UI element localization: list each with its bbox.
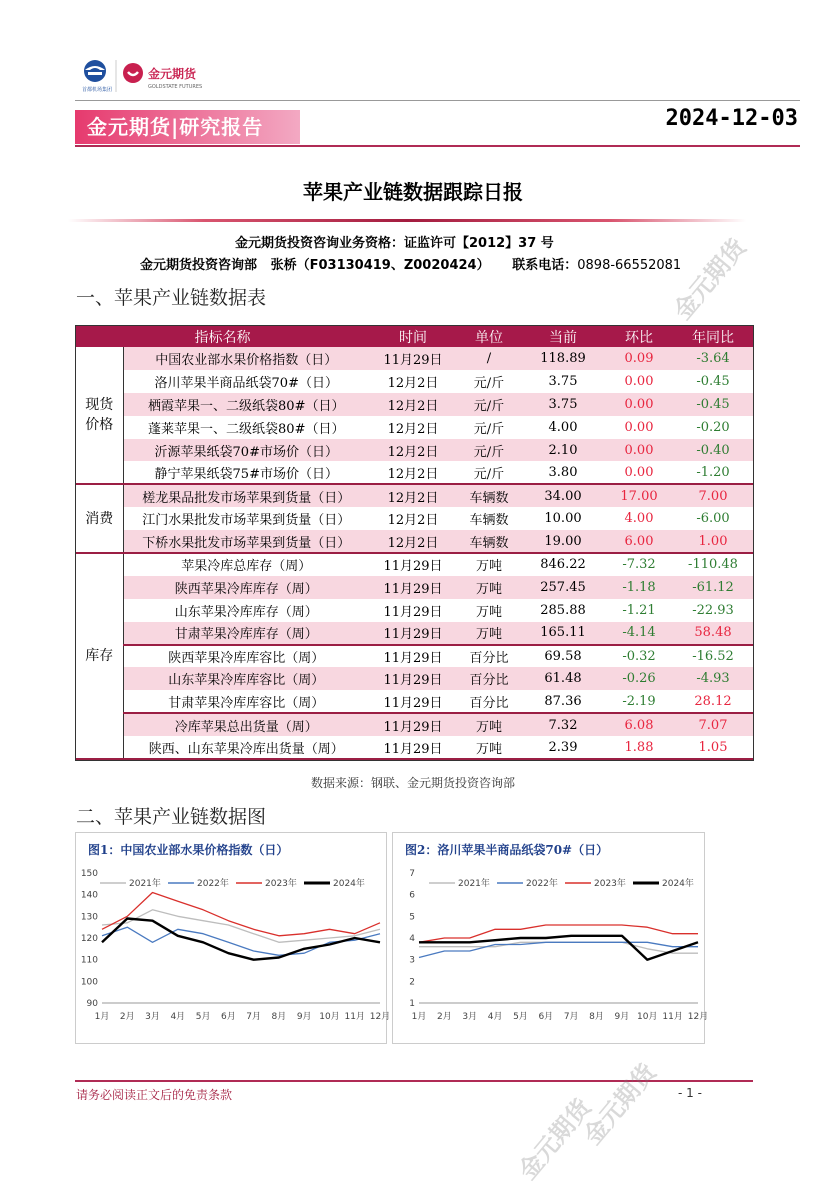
- chart-2-title: 图2：洛川苹果半商品纸袋70#（日）: [405, 843, 609, 857]
- cell-indicator-name: 山东苹果冷库库容比（周）: [123, 667, 369, 690]
- cell-yoy: 58.48: [673, 622, 753, 645]
- company-logo: [78, 58, 218, 94]
- cell-yoy: -1.20: [673, 461, 753, 484]
- cell-mom: 4.00: [624, 511, 654, 527]
- y-tick-label: 6: [409, 890, 415, 901]
- cell-current: 165.11: [521, 622, 605, 645]
- th-time: 时间: [369, 326, 457, 347]
- table-row: [76, 461, 753, 484]
- th-yoy: 年同比: [673, 326, 753, 347]
- cell-yoy: 7.07: [673, 713, 753, 736]
- x-tick-label: 7月: [246, 1012, 262, 1022]
- contact-line: [140, 254, 681, 273]
- cell-yoy: -16.52: [692, 649, 734, 665]
- th-mom: 环比: [605, 326, 673, 347]
- watermark-1: 金元期货: [668, 233, 752, 325]
- cell-indicator-name: 山东苹果冷库库存（周）: [174, 604, 318, 620]
- cell-yoy: -4.93: [673, 667, 753, 690]
- cell-mom: 6.08: [605, 713, 673, 736]
- cell-mom: -0.26: [605, 667, 673, 690]
- cell-unit: 车辆数: [457, 484, 521, 507]
- chart-1-svg: [76, 833, 391, 1045]
- watermark-3: 金元期货: [513, 1093, 597, 1185]
- th-name: 指标名称: [76, 326, 369, 347]
- x-tick-label: 9月: [614, 1012, 630, 1022]
- x-tick-label: 2月: [119, 1012, 135, 1022]
- contact-person: 张桥（F03130419、Z0020424）: [270, 258, 490, 273]
- cell-current: 2.39: [521, 736, 605, 759]
- table-row: [76, 576, 753, 599]
- cell-indicator-name: 栖霞苹果一、二级纸袋80#（日）: [123, 393, 369, 416]
- cell-unit: 万吨: [475, 604, 502, 620]
- x-tick-label: 3月: [462, 1012, 478, 1022]
- table-row: [76, 645, 753, 668]
- table-row: [76, 553, 753, 576]
- y-tick-label: 110: [80, 955, 98, 966]
- table-row: [76, 439, 753, 462]
- x-tick-label: 1月: [411, 1012, 427, 1022]
- cell-indicator-name: 苹果冷库总库存（周）: [181, 559, 312, 575]
- brand-logo-icon: [123, 63, 143, 83]
- table-row: [76, 416, 753, 439]
- th-unit: 单位: [457, 326, 521, 347]
- cell-current: 3.75: [521, 393, 605, 416]
- cell-indicator-name: 槎龙果品批发市场苹果到货量（日）: [123, 484, 369, 507]
- x-tick-label: 11月: [344, 1012, 365, 1022]
- x-tick-label: 3月: [145, 1012, 160, 1022]
- cell-current: 34.00: [521, 484, 605, 507]
- cell-time: 12月2日: [369, 530, 457, 553]
- cell-unit: 元/斤: [473, 375, 505, 391]
- y-tick-label: 130: [80, 912, 98, 923]
- cell-mom: 0.00: [605, 439, 673, 462]
- table-row: [76, 690, 753, 713]
- cell-current: 257.45: [521, 576, 605, 599]
- cell-time: 12月2日: [387, 375, 439, 391]
- table-row: [76, 713, 753, 736]
- cell-time: 11月29日: [383, 604, 443, 620]
- cell-yoy: -0.20: [696, 419, 730, 435]
- cell-unit: 万吨: [457, 713, 521, 736]
- report-title: 苹果产业链数据跟踪日报: [303, 180, 523, 204]
- cell-yoy: -6.00: [696, 511, 730, 527]
- table-row: [76, 530, 753, 553]
- cell-time: 11月29日: [383, 651, 443, 667]
- contact-phone-label: 联系电话：: [512, 258, 578, 273]
- cell-mom: -0.32: [622, 649, 656, 665]
- cell-unit: 元/斤: [457, 393, 521, 416]
- x-tick-label: 10月: [637, 1012, 658, 1022]
- legend-label: 2024年: [333, 879, 365, 889]
- series-line-2024年: [419, 936, 698, 960]
- cell-time: 11月29日: [369, 576, 457, 599]
- cell-indicator-name: 中国农业部水果价格指数（日）: [123, 347, 369, 370]
- cell-current: 7.32: [521, 713, 605, 736]
- x-tick-label: 5月: [513, 1012, 528, 1022]
- cell-time: 11月29日: [369, 713, 457, 736]
- data-source-note: 数据来源：钢联、金元期货投资咨询部: [310, 776, 515, 790]
- legend-label: 2021年: [458, 879, 490, 889]
- cell-time: 12月2日: [369, 439, 457, 462]
- row-group-label: 库存: [76, 553, 123, 759]
- cell-unit: 车辆数: [457, 530, 521, 553]
- table-row: [76, 347, 753, 370]
- cell-unit: 万吨: [457, 736, 521, 759]
- cell-unit: 百分比: [469, 651, 509, 667]
- cell-current: 2.10: [521, 439, 605, 462]
- th-current: 当前: [521, 326, 605, 347]
- row-group-label: 消费: [76, 484, 123, 553]
- contact-phone: 0898-66552081: [577, 258, 682, 273]
- cell-time: 11月29日: [369, 690, 457, 713]
- cell-mom: 0.00: [624, 373, 654, 389]
- cell-yoy: -0.45: [696, 373, 730, 389]
- legend-label: 2023年: [594, 879, 626, 889]
- title-rule: [68, 219, 746, 222]
- table-row: [76, 736, 753, 759]
- table-row: [76, 393, 753, 416]
- cell-mom: -1.21: [622, 602, 656, 618]
- cell-time: 12月2日: [387, 513, 439, 529]
- cell-unit: 百分比: [457, 690, 521, 713]
- cell-mom: 0.00: [605, 393, 673, 416]
- section-heading-table: 一、苹果产业链数据表: [76, 287, 267, 309]
- cell-mom: -7.32: [622, 557, 656, 573]
- cell-indicator-name: 静宁苹果纸袋75#市场价（日）: [123, 461, 369, 484]
- x-tick-label: 10月: [319, 1012, 340, 1022]
- cell-current: 3.80: [521, 461, 605, 484]
- cell-indicator-name: 甘肃苹果冷库库存（周）: [123, 622, 369, 645]
- cell-yoy: -0.40: [673, 439, 753, 462]
- y-tick-label: 2: [409, 977, 415, 988]
- cell-time: 11月29日: [369, 622, 457, 645]
- cell-unit: 元/斤: [457, 439, 521, 462]
- x-tick-label: 5月: [195, 1012, 211, 1022]
- group-logo-caption: 首都机场集团: [82, 87, 113, 93]
- cell-yoy: -3.64: [673, 347, 753, 370]
- x-tick-label: 6月: [538, 1012, 554, 1022]
- x-tick-label: 4月: [170, 1012, 186, 1022]
- x-tick-label: 1月: [94, 1012, 110, 1022]
- table-row: [76, 667, 753, 690]
- chart-2-container: [392, 832, 709, 1044]
- x-tick-label: 12月: [687, 1012, 709, 1022]
- cell-mom: 0.00: [624, 419, 654, 435]
- cell-yoy: 1.00: [673, 530, 753, 553]
- legend-label: 2021年: [129, 879, 161, 889]
- table-body: [76, 347, 753, 759]
- cell-mom: -2.19: [605, 690, 673, 713]
- x-tick-label: 8月: [589, 1012, 604, 1022]
- cell-time: 12月2日: [369, 461, 457, 484]
- cell-indicator-name: 下桥水果批发市场苹果到货量（日）: [123, 530, 369, 553]
- cell-unit: 万吨: [457, 622, 521, 645]
- cell-time: 11月29日: [369, 736, 457, 759]
- y-tick-label: 140: [80, 890, 98, 901]
- cell-time: 12月2日: [369, 393, 457, 416]
- cell-indicator-name: 江门水果批发市场苹果到货量（日）: [142, 513, 351, 529]
- table-row: [76, 484, 753, 507]
- cell-current: 3.75: [548, 373, 578, 389]
- table-row: [76, 507, 753, 530]
- legend-label: 2022年: [197, 879, 229, 889]
- cell-time: 11月29日: [383, 559, 443, 575]
- cell-time: 12月2日: [369, 484, 457, 507]
- series-line-2023年: [419, 925, 698, 942]
- cell-current: 19.00: [521, 530, 605, 553]
- cell-indicator-name: 陕西、山东苹果冷库出货量（周）: [123, 736, 369, 759]
- y-tick-label: 3: [409, 955, 415, 966]
- cell-yoy: -110.48: [688, 557, 738, 573]
- cell-time: 12月2日: [387, 421, 439, 437]
- row-group-label: 现货价格: [76, 347, 123, 484]
- section-heading-charts: 二、苹果产业链数据图: [76, 806, 267, 828]
- chart-2-svg: [393, 833, 709, 1045]
- chart-1-container: [75, 832, 391, 1044]
- cell-current: 846.22: [540, 557, 586, 573]
- brand-logo-text: 金元期货: [148, 67, 197, 81]
- report-date: 2024-12-03: [665, 106, 798, 131]
- cell-indicator-name: 陕西苹果冷库库存（周）: [123, 576, 369, 599]
- y-tick-label: 150: [80, 869, 98, 879]
- report-banner: 金元期货|研究报告: [75, 110, 300, 144]
- cell-unit: 车辆数: [469, 513, 509, 529]
- group-logo-icon: [84, 60, 106, 82]
- brand-logo-en: GOLDSTATE FUTURES: [148, 84, 203, 90]
- cell-yoy: -22.93: [692, 602, 734, 618]
- header-rule: [75, 100, 800, 101]
- cell-current: 69.58: [544, 649, 582, 665]
- cell-mom: 6.00: [605, 530, 673, 553]
- cell-unit: 元/斤: [473, 421, 505, 437]
- table-header-row: [76, 326, 753, 347]
- y-tick-label: 1: [409, 999, 415, 1009]
- x-tick-label: 2月: [436, 1012, 452, 1022]
- table-row: [76, 370, 753, 393]
- table-row: [76, 622, 753, 645]
- banner-rule: [75, 145, 800, 147]
- cell-yoy: 1.05: [673, 736, 753, 759]
- cell-current: 285.88: [540, 602, 586, 618]
- cell-current: 61.48: [521, 667, 605, 690]
- cell-current: 10.00: [544, 511, 582, 527]
- footer-page-number: - 1 -: [678, 1086, 702, 1100]
- cell-yoy: -0.45: [673, 393, 753, 416]
- cell-mom: -4.14: [605, 622, 673, 645]
- x-tick-label: 9月: [296, 1012, 312, 1022]
- cell-yoy: 7.00: [673, 484, 753, 507]
- cell-current: 87.36: [521, 690, 605, 713]
- y-tick-label: 90: [86, 999, 98, 1009]
- x-tick-label: 11月: [662, 1012, 683, 1022]
- cell-indicator-name: 陕西苹果冷库库容比（周）: [168, 651, 325, 667]
- x-tick-label: 8月: [271, 1012, 287, 1022]
- qualification-line: 金元期货投资咨询业务资格：证监许可【2012】37 号: [235, 236, 554, 251]
- table-row: [76, 599, 753, 622]
- y-tick-label: 100: [80, 977, 98, 988]
- cell-indicator-name: 冷库苹果总出货量（周）: [123, 713, 369, 736]
- cell-mom: 1.88: [605, 736, 673, 759]
- cell-yoy: 28.12: [673, 690, 753, 713]
- cell-mom: 17.00: [605, 484, 673, 507]
- cell-time: 11月29日: [369, 347, 457, 370]
- cell-unit: 元/斤: [457, 461, 521, 484]
- cell-unit: 万吨: [475, 559, 502, 575]
- cell-indicator-name: 蓬莱苹果一、二级纸袋80#（日）: [148, 421, 345, 437]
- watermark-2: 金元期货: [578, 1058, 662, 1150]
- cell-indicator-name: 沂源苹果纸袋70#市场价（日）: [123, 439, 369, 462]
- cell-unit: 万吨: [457, 576, 521, 599]
- y-tick-label: 7: [409, 869, 415, 879]
- x-tick-label: 12月: [369, 1012, 391, 1022]
- x-tick-label: 6月: [220, 1012, 236, 1022]
- cell-unit: /: [457, 347, 521, 370]
- legend-label: 2023年: [265, 879, 297, 889]
- footer-disclaimer: 请务必阅读正文后的免责条款: [76, 1088, 233, 1102]
- chart-1-title: 图1：中国农业部水果价格指数（日）: [88, 843, 289, 857]
- cell-mom: 0.00: [605, 461, 673, 484]
- y-tick-label: 4: [409, 934, 415, 944]
- y-tick-label: 120: [80, 934, 98, 944]
- legend-label: 2024年: [662, 879, 694, 889]
- legend-label: 2022年: [526, 879, 558, 889]
- cell-mom: 0.09: [605, 347, 673, 370]
- x-tick-label: 7月: [563, 1012, 579, 1022]
- cell-yoy: -61.12: [673, 576, 753, 599]
- cell-indicator-name: 甘肃苹果冷库库容比（周）: [123, 690, 369, 713]
- cell-indicator-name: 洛川苹果半商品纸袋70#（日）: [154, 375, 338, 391]
- cell-current: 118.89: [521, 347, 605, 370]
- cell-time: 11月29日: [369, 667, 457, 690]
- contact-dept: 金元期货投资咨询部: [140, 258, 258, 273]
- cell-mom: -1.18: [605, 576, 673, 599]
- x-tick-label: 4月: [487, 1012, 503, 1022]
- cell-unit: 百分比: [457, 667, 521, 690]
- cell-current: 4.00: [548, 419, 578, 435]
- y-tick-label: 5: [409, 912, 415, 923]
- apple-data-table: [76, 326, 753, 760]
